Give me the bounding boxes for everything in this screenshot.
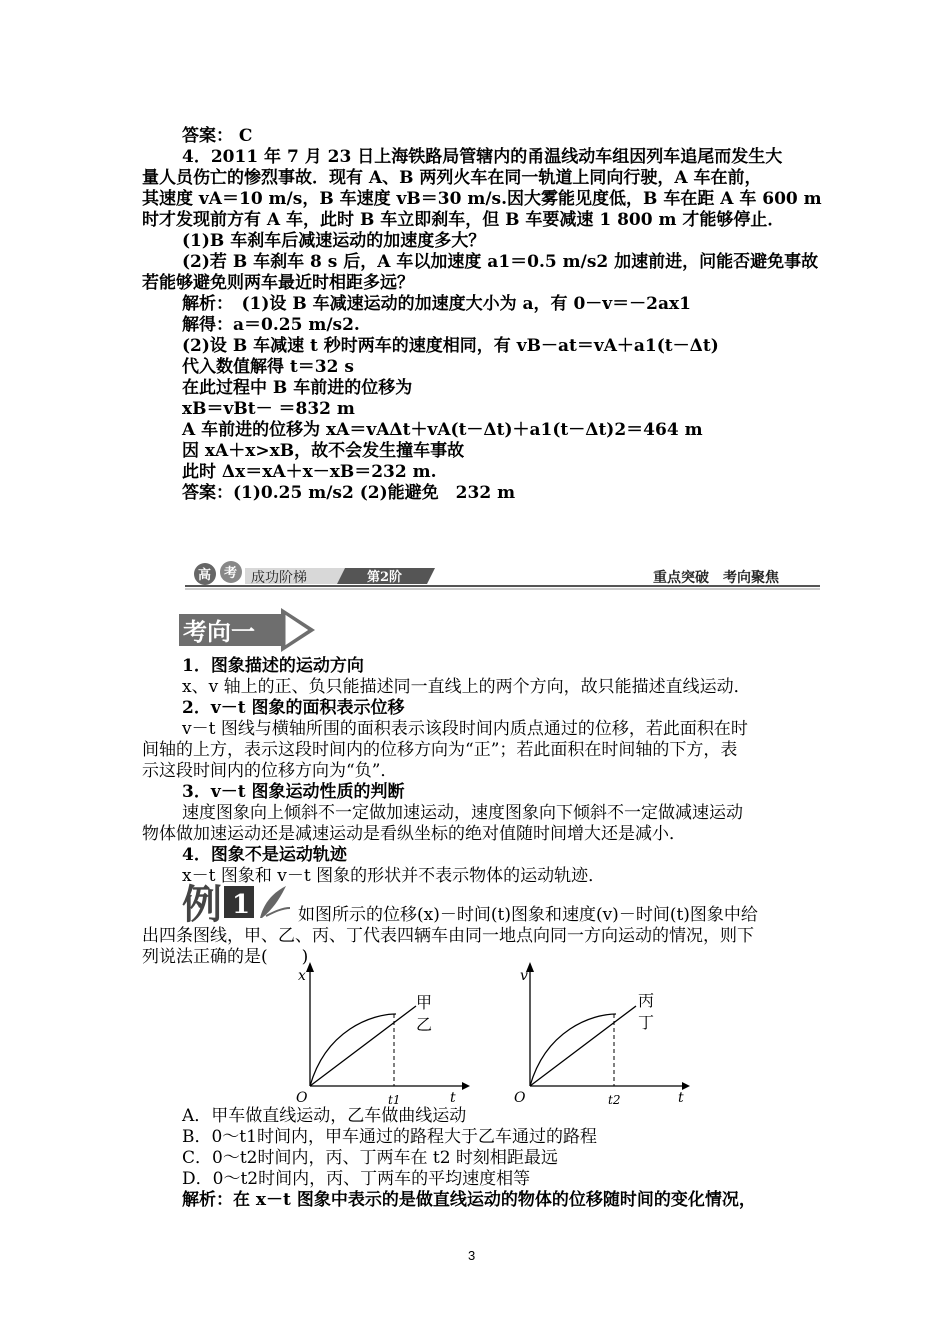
- solution-line: 答案：(1)0.25 m/s2 (2)能避免 232 m: [182, 483, 516, 503]
- banner-step: 第2阶: [367, 570, 403, 585]
- curve-label-yi: 乙: [416, 1015, 433, 1034]
- example-line: 列说法正确的是( ): [142, 947, 309, 967]
- origin-label: O: [514, 1090, 526, 1106]
- option-d: D．0～t2时间内，丙、丁两车的平均速度相等: [182, 1169, 531, 1189]
- problem-line: (2)若 B 车刹车 8 s 后，A 车以加速度 a1＝0.5 m/s2 加速前进，问能否避免事故: [182, 252, 819, 272]
- page-number: 3: [468, 1248, 476, 1263]
- origin-label: O: [296, 1090, 308, 1106]
- solution-line: 在此过程中 B 车前进的位移为: [182, 378, 413, 398]
- point-heading: 2．v－t 图象的面积表示位移: [182, 698, 405, 718]
- x-axis-label: t: [450, 1090, 456, 1106]
- kaoxiang-label: 考向一: [183, 617, 255, 646]
- banner-gao: 高: [198, 568, 212, 583]
- problem-line: 4．2011 年 7 月 23 日上海铁路局管辖内的甬温线动车组因列车追尾而发生大: [182, 147, 783, 167]
- problem-line: (1)B 车刹车后减速运动的加速度多大？: [182, 231, 486, 251]
- solution-line: 代入数值解得 t＝32 s: [182, 357, 354, 377]
- y-axis-label: v: [520, 968, 528, 984]
- example-line: 如图所示的位移(x)－时间(t)图象和速度(v)－时间(t)图象中给: [298, 905, 758, 925]
- point-heading: 3．v－t 图象运动性质的判断: [182, 782, 405, 802]
- point-text: 间轴的上方，表示这段时间内的位移方向为“正”；若此面积在时间轴的下方，表: [142, 740, 738, 760]
- point-text: 速度图象向上倾斜不一定做加速运动，速度图象向下倾斜不一定做减速运动: [182, 803, 743, 823]
- section-banner: [185, 560, 820, 590]
- solution-line: xB＝vBt－ ＝832 m: [182, 399, 355, 419]
- solution-line: (2)设 B 车减速 t 秒时两车的速度相同，有 vB－at＝vA＋a1(t－Δt): [182, 336, 719, 356]
- point-text: x、v 轴上的正、负只能描述同一直线上的两个方向，故只能描述直线运动．: [182, 677, 751, 697]
- example-badge: [182, 878, 292, 926]
- curve-label-jia: 甲: [416, 993, 433, 1012]
- banner-right: 重点突破 考向聚焦: [653, 570, 779, 586]
- curve-ding: [530, 1014, 616, 1086]
- banner-kao: 考: [224, 566, 238, 581]
- x-axis-label: t: [678, 1090, 684, 1106]
- example-line: 出四条图线，甲、乙、丙、丁代表四辆车由同一地点向同一方向运动的情况，则下: [142, 926, 754, 946]
- solution-line: 因 xA＋x>xB，故不会发生撞车事故: [182, 441, 465, 461]
- vt-graph: [510, 958, 690, 1108]
- problem-line: 其速度 vA＝10 m/s，B 车速度 vB＝30 m/s.因大雾能见度低，B 车在距 A 车 600 m: [142, 189, 822, 209]
- point-text: x－t 图象和 v－t 图象的形状并不表示物体的运动轨迹．: [182, 866, 606, 886]
- point-heading: 4．图象不是运动轨迹: [182, 845, 347, 865]
- curve-label-ding: 丁: [638, 1013, 655, 1032]
- option-a: A．甲车做直线运动，乙车做曲线运动: [182, 1106, 467, 1126]
- solution-line: 此时 Δx＝xA＋x－xB＝232 m.: [182, 462, 437, 482]
- analysis-line: 解析：在 x－t 图象中表示的是做直线运动的物体的位移随时间的变化情况，: [182, 1190, 756, 1210]
- solution-line: 解析： (1)设 B 车减速运动的加速度大小为 a，有 0－v＝－2ax1: [182, 294, 691, 314]
- curve-jia: [310, 1006, 416, 1086]
- point-text: v－t 图线与横轴所围的面积表示该段时间内质点通过的位移，若此面积在时: [182, 719, 748, 739]
- curve-label-bing: 丙: [638, 991, 655, 1010]
- curve-bing: [530, 1006, 636, 1086]
- solution-line: A 车前进的位移为 xA＝vAΔt＋vA(t－Δt)＋a1(t－Δt)2＝464 m: [182, 420, 703, 440]
- solution-line: 解得：a＝0.25 m/s2.: [182, 315, 360, 335]
- banner-ladder: 成功阶梯: [251, 570, 307, 586]
- option-c: C．0～t2时间内，丙、丁两车在 t2 时刻相距最远: [182, 1148, 558, 1168]
- problem-line: 若能够避免则两车最近时相距多远？: [142, 273, 414, 293]
- curve-yi: [310, 1014, 396, 1086]
- point-text: 物体做加速运动还是减速运动是看纵坐标的绝对值随时间增大还是减小．: [142, 824, 686, 844]
- problem-line: 时才发现前方有 A 车，此时 B 车立即刹车，但 B 车要减速 1 800 m 才能够停止．: [142, 210, 785, 230]
- example-li: 例: [182, 881, 222, 926]
- kaoxiang-badge: [177, 608, 317, 652]
- tick-label: t1: [388, 1093, 401, 1107]
- tick-label: t2: [608, 1093, 621, 1107]
- point-heading: 1．图象描述的运动方向: [182, 656, 364, 676]
- problem-line: 量人员伤亡的惨烈事故．现有 A、B 两列火车在同一轨道上同向行驶，A 车在前，: [142, 168, 762, 188]
- y-axis-label: x: [298, 968, 306, 984]
- point-text: 示这段时间内的位移方向为“负”．: [142, 761, 398, 781]
- option-b: B．0～t1时间内，甲车通过的路程大于乙车通过的路程: [182, 1127, 597, 1147]
- answer-line: 答案： C: [182, 126, 253, 146]
- xt-graph: [290, 958, 470, 1108]
- example-num: 1: [232, 890, 251, 920]
